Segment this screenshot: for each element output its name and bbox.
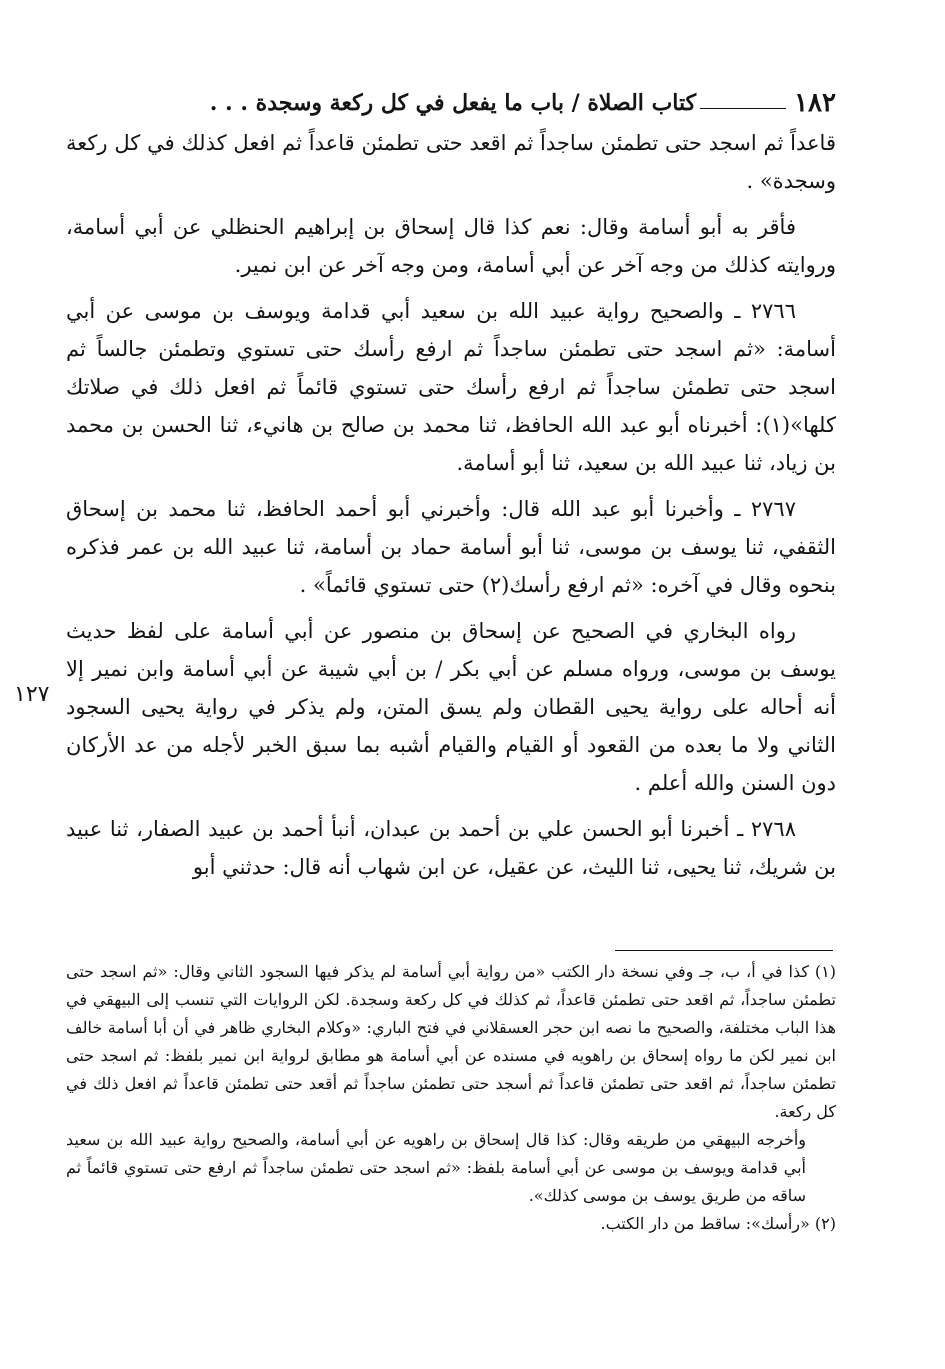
page-number: ١٨٢ (794, 88, 836, 118)
footnote-1: (١) كذا في أ، ب، جـ وفي نسخة دار الكتب «من رواية أبي أسامة لم يذكر فيها السجود الثاني وقال: «ثم اسجد حتى تطمئن ساجداً، ثم اقعد حتى تطمئن قاعداً، ثم كذلك في كل ركعة وسجدة. لكن الروايات التي تنسب إلى البيهقي في هذا الباب مختلفة، والصحيح ما نصه ابن حجر العسقلاني في فتح الباري: «وكلام البخاري ظاهر في أن أبا أسامة خالف ابن نمير لكن ما رواه إسحاق بن راهويه في مسنده عن أبي أسامة هو مطابق لرواية ابن نمير بلفظ: ثم اسجد حتى تطمئن ساجداً، ثم اقعد حتى تطمئن قاعداً ثم أسجد حتى تطمئن ساجداً ثم أقعد حتى تطمئن قاعداً ثم افعل ذلك في كل ركعة. (66, 962, 837, 1121)
margin-folio-number: ١٢٧ (14, 682, 50, 707)
paragraph: فأقر به أبو أسامة وقال: نعم كذا قال إسحاق بن إبراهيم الحنظلي عن أبي أسامة، وروايته كذلك من وجه آخر عن أبي أسامة، ومن وجه آخر عن ابن نمير. (66, 215, 836, 277)
commentary-paragraph: رواه البخاري في الصحيح عن إسحاق بن منصور عن أبي أسامة على لفظ حديث يوسف بن موسى، ورواه مسلم عن أبي بكر / بن أبي شيبة عن أبي أسامة وابن نمير إلا أنه أحاله على رواية يحيى القطان ولم يسق المتن، ولم يذكر في رواية يحيى السجود الثاني ولا ما بعده من القعود أو القيام والقيام أشبه بما سبق الخبر لأجله من عد الأركان دون السنن والله أعلم . (66, 619, 836, 795)
hadith-2768: ٢٧٦٨ ـ أخبرنا أبو الحسن علي بن أحمد بن عبدان، أنبأ أحمد بن عبيد الصفار، ثنا عبيد بن شريك، ثنا يحيى، ثنا الليث، عن عقيل، عن ابن شهاب أنه قال: حدثني أبو (66, 817, 836, 879)
header-rule (700, 108, 786, 109)
footnote-2: (٢) «رأسك»: ساقط من دار الكتب. (600, 1214, 836, 1233)
main-text (66, 124, 836, 894)
running-title: كتاب الصلاة / باب ما يفعل في كل ركعة وسجدة . . . (209, 90, 697, 116)
hadith-2767: ٢٧٦٧ ـ وأخبرنا أبو عبد الله قال: وأخبرني أبو أحمد الحافظ، ثنا محمد بن إسحاق الثقفي، ثنا يوسف بن موسى، ثنا أبو أسامة حماد بن أسامة، ثنا عبيد الله بن عمر فذكره بنحوه وقال في آخره: «ثم ارفع رأسك(٢) حتى تستوي قائماً» . (66, 497, 836, 597)
footnote-separator (615, 950, 833, 951)
paragraph-continuation: قاعداً ثم اسجد حتى تطمئن ساجداً ثم اقعد حتى تطمئن قاعداً ثم افعل كذلك في كل ركعة وسجدة» . (66, 131, 836, 193)
footnote-1-continuation: وأخرجه البيهقي من طريقه وقال: كذا قال إسحاق بن راهويه عن أبي أسامة، والصحيح رواية عبيد الله بن سعيد أبي قدامة ويوسف بن موسى عن أبي أسامة بلفظ: «ثم اسجد حتى تطمئن ساجداً ثم ارفع حتى تستوي قائماً ثم ساقه من طريق يوسف بن موسى كذلك». (66, 1130, 806, 1205)
footnotes (66, 958, 836, 1238)
hadith-2766: ٢٧٦٦ ـ والصحيح رواية عبيد الله بن سعيد أبي قدامة ويوسف بن موسى عن أبي أسامة: «ثم اسجد حتى تطمئن ساجداً ثم ارفع رأسك حتى تستوي وتطمئن جالساً ثم اسجد حتى تطمئن ساجداً ثم ارفع رأسك حتى تستوي قائماً ثم افعل ذلك في صلاتك كلها»(١): أخبرناه أبو عبد الله الحافظ، ثنا محمد بن صالح بن هانيء، ثنا الحسن بن محمد بن زياد، ثنا عبيد الله بن سعيد، ثنا أبو أسامة. (66, 299, 836, 475)
page-header (66, 78, 836, 118)
